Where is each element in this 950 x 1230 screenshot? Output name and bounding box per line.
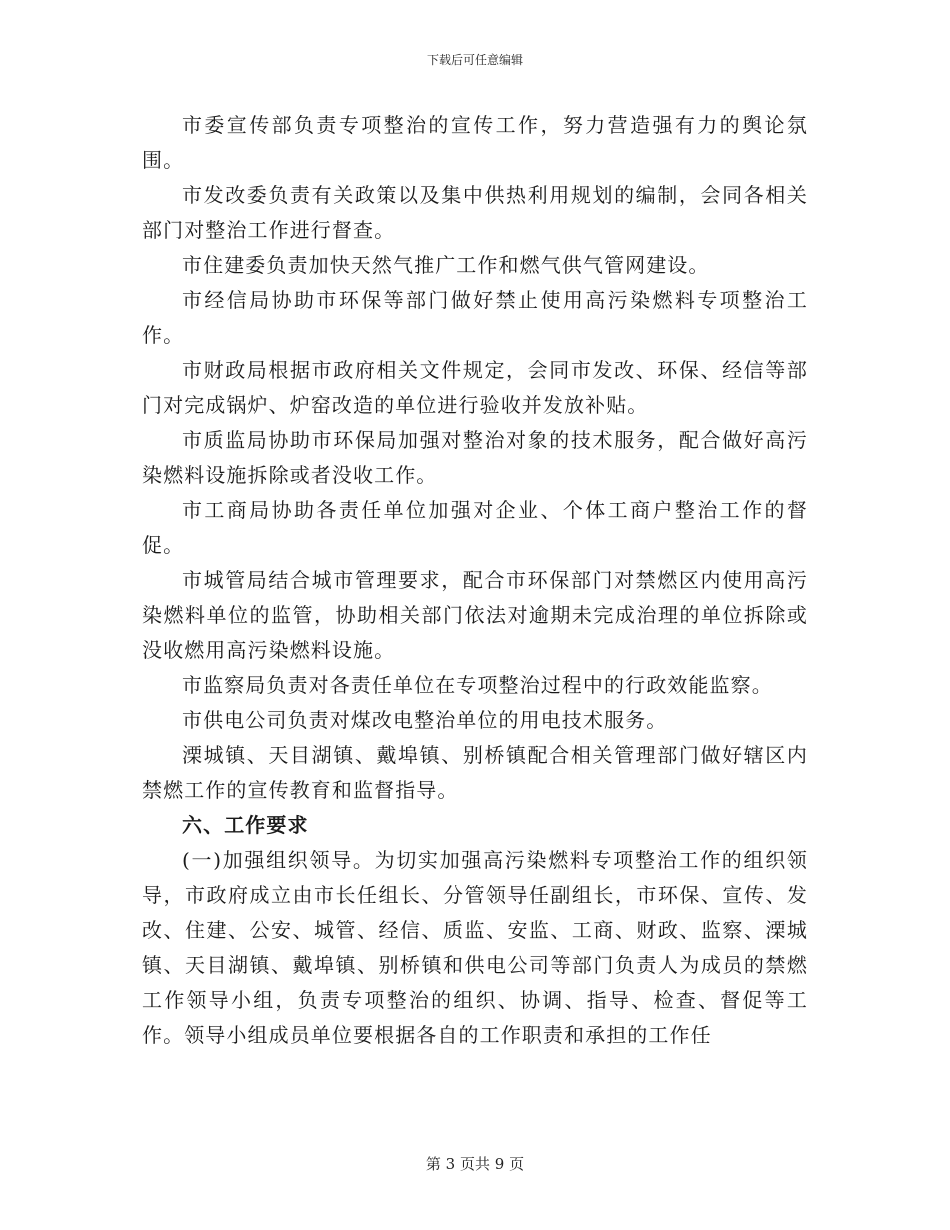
paragraph-organization-leadership: (一)加强组织领导。为切实加强高污染燃料专项整治工作的组织领导，市政府成立由市长任组长、分管领导任副组长，市环保、宣传、发改、住建、公安、城管、经信、质监、安监、工商、财政、监察、溧城镇、天目湖镇、戴埠镇、别桥镇和供电公司等部门负责人为成员的禁燃工作领导小组，负责专项整治的组织、协调、指导、检查、督促等工作。领导小组成员单位要根据各自的工作职责和承担的工作任 <box>142 848 808 1047</box>
paragraph-towns: 溧城镇、天目湖镇、戴埠镇、别桥镇配合相关管理部门做好辖区内禁燃工作的宣传教育和监督指导。 <box>142 743 808 802</box>
paragraph-development-reform: 市发改委负责有关政策以及集中供热利用规划的编制，会同各相关部门对整治工作进行督查。 <box>142 183 808 242</box>
paragraph-propaganda: 市委宣传部负责专项整治的宣传工作，努力营造强有力的舆论氛围。 <box>142 113 808 172</box>
paragraph-housing-construction: 市住建委负责加快天然气推广工作和燃气供气管网建设。 <box>182 253 710 277</box>
paragraph-economy-information: 市经信局协助市环保等部门做好禁止使用高污染燃料专项整治工作。 <box>142 288 808 347</box>
paragraph-industry-commerce: 市工商局协助各责任单位加强对企业、个体工商户整治工作的督促。 <box>142 498 808 557</box>
page-header: 下载后可任意编辑 <box>426 53 523 67</box>
paragraph-quality-supervision: 市质监局协助市环保局加强对整治对象的技术服务，配合做好高污染燃料设施拆除或者没收工作。 <box>142 428 808 487</box>
section-heading: 六、工作要求 <box>182 813 309 837</box>
paragraph-finance: 市财政局根据市政府相关文件规定，会同市发改、环保、经信等部门对完成锅炉、炉窑改造的单位进行验收并发放补贴。 <box>142 358 808 417</box>
paragraph-supervision-bureau: 市监察局负责对各责任单位在专项整治过程中的行政效能监察。 <box>182 673 773 697</box>
paragraph-power-supply: 市供电公司负责对煤改电整治单位的用电技术服务。 <box>182 708 668 732</box>
document-body <box>142 108 808 1053</box>
paragraph-urban-management: 市城管局结合城市管理要求，配合市环保部门对禁燃区内使用高污染燃料单位的监管，协助相关部门依法对逾期未完成治理的单位拆除或没收燃用高污染燃料设施。 <box>142 568 808 662</box>
page-footer: 第 3 页共 9 页 <box>425 1155 525 1173</box>
